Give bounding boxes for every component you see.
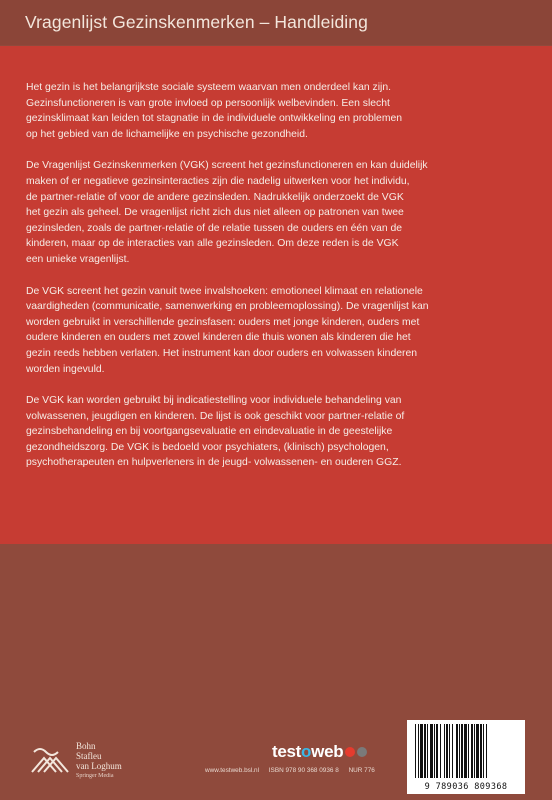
barcode-number: 9 789036 809368 (424, 782, 508, 792)
publisher-line-3: van Loghum (76, 761, 122, 771)
website-link[interactable]: www.testweb.bsl.nl (205, 767, 259, 774)
barcode-bar (464, 724, 467, 778)
barcode-bar (418, 724, 419, 778)
publisher-name (76, 741, 122, 781)
barcode-bar (415, 724, 416, 778)
paragraph-3: De VGK screent het gezin vanuit twee invalshoeken: emotioneel klimaat en relationele vaardigheden (communicatie, samenwerking en probleemoplossing). De vragenlijst kan worden gebruikt in verschillende gezinsfasen: ouders met jonge kinderen, ouders met oudere kinderen en ouders met zowel kinderen die thuis wonen als kinderen die het gezin reeds hebben verlaten. Het instrument kan door ouders en volwassen kinderen worden ingevuld. (26, 285, 429, 375)
nur-text: NUR 776 (348, 767, 375, 774)
barcode-bar (456, 724, 458, 778)
barcode-bar (486, 724, 487, 778)
barcode-bar (461, 724, 463, 778)
publisher-mark-icon (30, 744, 70, 776)
publisher-line-4: Springer Media (76, 773, 114, 779)
paragraph-2: De Vragenlijst Gezinskenmerken (VGK) screent het gezinsfunctioneren en kan duidelijk maken of er negatieve gezinsinteracties zijn die nadelig uitwerken voor het individu, de partner-relatie of voor de andere gezinsleden. Nadrukkelijk onderzoekt de VGK het gezin als geheel. De vragenlijst richt zich dus niet alleen op patronen van twee gezinsleden, zoals de partner-relatie of de relatie tussen de ouders en één van de kinderen, maar op de interacties van alle gezinsleden. Om deze reden is de VGK een unieke vragenlijst. (26, 160, 428, 265)
testoweb-part-2: o (301, 742, 312, 761)
barcode-bar (434, 724, 435, 778)
grey-dot-icon (357, 747, 367, 757)
barcode-bar (424, 724, 426, 778)
barcode (407, 720, 525, 794)
barcode-bar (476, 724, 479, 778)
testoweb-part-1: test (272, 742, 302, 761)
blurb-text (26, 80, 531, 487)
barcode-bar (468, 724, 469, 778)
barcode-bar (474, 724, 475, 778)
header-band (0, 0, 552, 45)
barcode-bar (471, 724, 473, 778)
paragraph-1: Het gezin is het belangrijkste sociale systeem waarvan men onderdeel kan zijn. Gezinsfunctioneren is van grote invloed op persoonlijk welbevinden. Een slecht gezinsklimaat kan leiden tot stagnatie in de individuele ontwikkeling en problemen op het gebied van de lichamelijke en psychische gezondheid. (26, 82, 403, 140)
red-dot-icon (345, 747, 355, 757)
isbn-text: ISBN 978 90 368 0936 8 (268, 767, 339, 774)
barcode-bar (436, 724, 438, 778)
testoweb-part-3: web (311, 742, 344, 761)
barcode-bar (446, 724, 448, 778)
barcode-bar (483, 724, 484, 778)
testoweb-logo (272, 742, 367, 762)
barcode-bar (452, 724, 453, 778)
barcode-bar (444, 724, 445, 778)
barcode-bar (459, 724, 460, 778)
publisher-logo (30, 741, 150, 781)
paragraph-4: De VGK kan worden gebruikt bij indicatiestelling voor individuele behandeling van volwassenen, jeugdigen en kinderen. De lijst is ook geschikt voor partner-relatie of gezinsbehandeling en bij voortgangsevaluatie en eindevaluatie in de geestelijke gezondheidszorg. De VGK is bedoeld voor psychiaters, (klinisch) psychologen, psychotherapeuten en hulpverleners in de jeugd- volwassenen- en ouderen GGZ. (26, 395, 405, 469)
publisher-line-1: Bohn (76, 741, 96, 751)
barcode-bar (427, 724, 428, 778)
barcode-icon (413, 724, 519, 780)
barcode-bar (449, 724, 450, 778)
barcode-bar (480, 724, 482, 778)
publisher-line-2: Stafleu (76, 751, 102, 761)
barcode-bar (420, 724, 423, 778)
footer-info (205, 767, 383, 774)
barcode-bar (430, 724, 433, 778)
barcode-bar (440, 724, 441, 778)
book-title: Vragenlijst Gezinskenmerken – Handleiding (25, 12, 368, 32)
